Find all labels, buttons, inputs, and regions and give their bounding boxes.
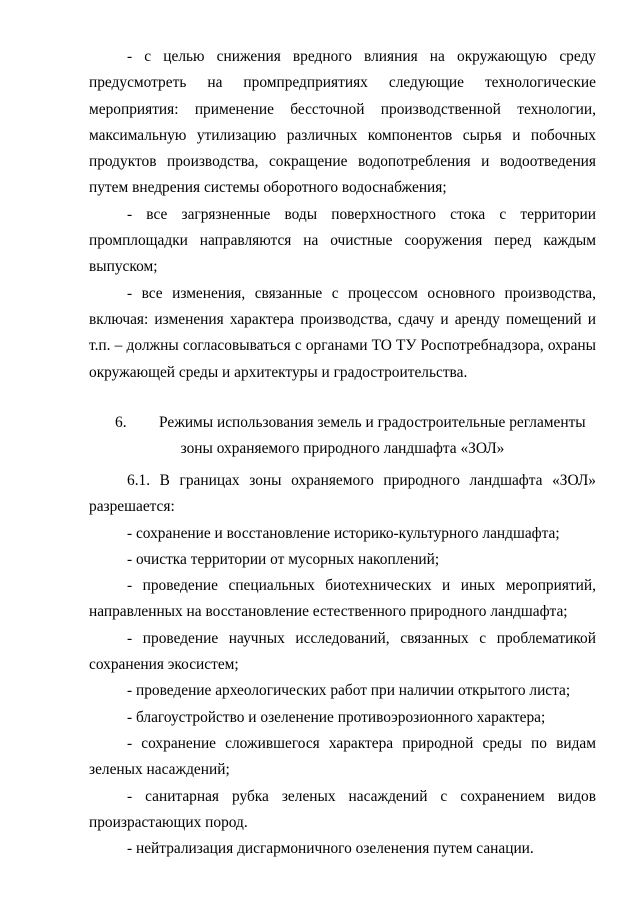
permitted-list [89,468,596,862]
list-item: - проведение научных исследований, связанных с проблематикой сохранения экосистем; [89,629,596,674]
list-item: - все загрязненные воды поверхностного стока с территории промплощадки направляются на очистные сооружения перед каждым выпуском; [89,205,596,276]
list-item: - нейтрализация дисгармоничного озеленения путем санации. [127,840,534,858]
list-item: - проведение специальных биотехнических и иных мероприятий, направленных на восстановление естественного природного ландшафта; [89,577,596,621]
top-list [89,44,596,386]
list-item: - сохранение сложившегося характера природной среды по видам зеленых насаждений; [89,734,596,779]
section-number: 6. [115,414,127,431]
list-item: - санитарная рубка зеленых насаждений с сохранением видов произрастающих пород. [89,787,596,831]
list-item: - благоустройство и озеленение противоэрозионного характера; [127,708,546,726]
intro-paragraph: 6.1. В границах зоны охраняемого природного ландшафта «ЗОЛ» разрешается: [89,472,596,516]
section-title-line2: зоны охраняемого природного ландшафта «ЗОЛ» [180,440,505,457]
list-item: - очистка территории от мусорных накоплений; [127,550,440,568]
list-item: - сохранение и восстановление историко-культурного ландшафта; [127,524,560,542]
list-item: - все изменения, связанные с процессом основного производства, включая: изменения характера производства, сдачу и аренду помещений и т.п. – должны согласовываться с органами ТО ТУ Роспотребнадзора, охраны окружающей среды и архитектуры и градостроительства. [89,284,596,381]
list-item: - с целью снижения вредного влияния на окружающую среду предусмотреть на промпредприятиях следующие технологические мероприятия: применение бессточной производственной технологии, максимальную утилизацию различных компонентов сырья и побочных продуктов производства, сокращение водопотребления и водоотведения путем внедрения системы оборотного водоснабжения; [89,48,596,197]
section-title-line1: Режимы использования земель и градостроительные регламенты [159,414,586,431]
list-item: - проведение археологических работ при наличии открытого листа; [127,682,571,700]
